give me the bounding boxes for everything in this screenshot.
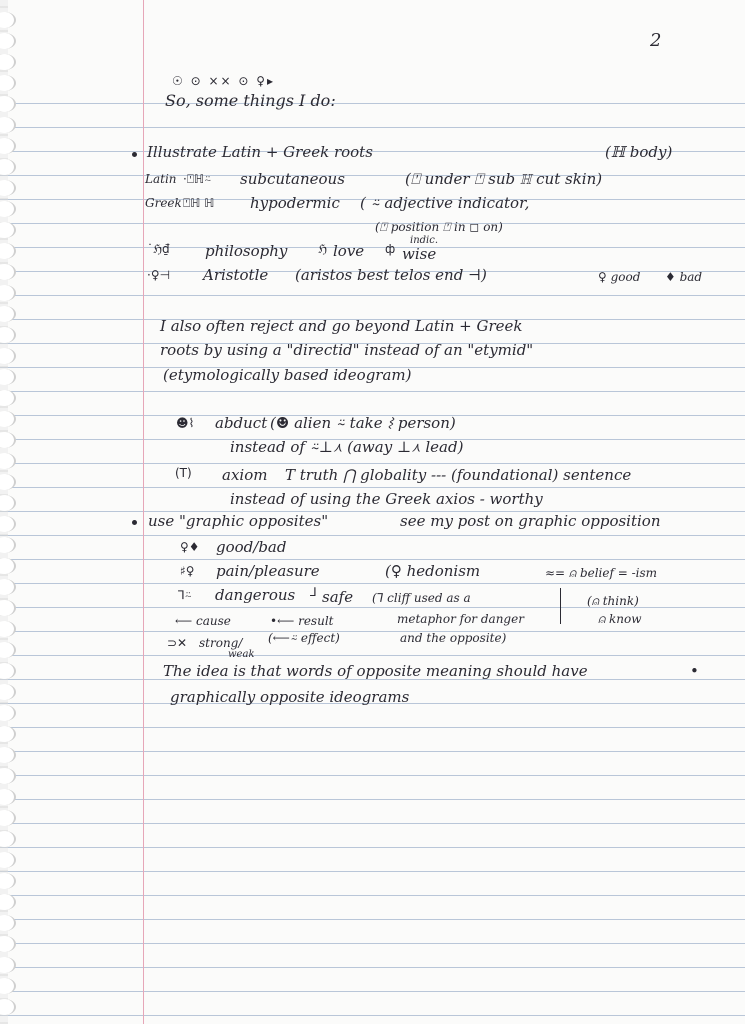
bracket-line [560,588,561,624]
pain-pleasure: pain/pleasure [216,562,320,580]
hedonism: (♀ hedonism [385,562,481,580]
good-bad-ideogram: ♀♦ [180,540,200,554]
conclusion-dot: • [690,662,699,680]
abduct-ideogram: ☻⌇ [176,416,195,430]
abduct-instead: instead of ⍨⊥⋏ (away ⊥⋏ lead) [230,438,464,456]
binding-hole [0,810,16,826]
aristotle-word: Aristotle [203,266,269,284]
page-number: 2 [650,30,662,51]
binding-hole [0,264,16,280]
binding-hole [0,873,16,889]
binding-hole [0,96,16,112]
para-reject-3: (etymologically based ideogram) [163,366,412,384]
cause: ⟵ cause [175,614,231,628]
heading: So, some things I do: [165,91,336,110]
love-ideogram: ℌ [318,242,328,256]
greek-explanation: ( ⍨ adjective indicator, [360,194,530,212]
think: (⍝ think) [587,594,639,608]
graphic-opposites: use "graphic opposites" [148,512,329,530]
philosophy-word: philosophy [205,242,288,260]
binding-hole [0,621,16,637]
know: ⍝ know [598,612,642,626]
bullet-1 [132,152,137,157]
graphic-opposites-note: see my post on graphic opposition [400,512,661,530]
latin-explanation: (⍞ under ⍞ sub ℍ cut skin) [405,170,603,188]
cliff-metaphor: (⅂ cliff used as a [372,591,471,605]
binding-hole [0,75,16,91]
binding-hole [0,495,16,511]
binding-hole [0,957,16,973]
abduct-word: abduct [215,414,268,432]
aristotle-explanation: (aristos best telos end ⊣) [295,266,487,284]
latin-label: Latin [145,172,177,186]
greek-label: Greek [145,196,182,210]
binding-hole [0,411,16,427]
philosophy-ideogram: ˙ℌ₫ [147,242,170,256]
heading-ideograms: ☉ ⊙ ×× ⊙ ♀▸ [172,74,276,88]
binding-hole [0,390,16,406]
binding-hole [0,852,16,868]
and-opposite: and the opposite) [400,631,507,645]
line-illustrate-roots: Illustrate Latin + Greek roots [147,143,373,161]
weak: weak [228,649,255,660]
strong-weak-ideogram: ⊃✕ [167,636,188,650]
wise-ideogram: ф [385,242,396,256]
page-top-blank [0,0,745,80]
binding-hole [0,54,16,70]
good-note: ♀ good [598,270,641,284]
binding-hole [0,222,16,238]
danger-metaphor: metaphor for danger [397,612,524,626]
bullet-2 [132,520,137,525]
binding-hole [0,600,16,616]
binding-hole [0,369,16,385]
binding-hole [0,474,16,490]
margin-line [143,0,144,1024]
axiom-word: axiom [222,466,268,484]
safe: safe [322,588,354,606]
body-note: (ℍ body) [605,143,673,161]
binding-holes [0,0,40,1024]
binding-hole [0,936,16,952]
para-reject-2: roots by using a "directid" instead of an "etymid" [160,341,534,359]
binding-hole [0,327,16,343]
latin-word: subcutaneous [240,170,345,188]
binding-hole [0,642,16,658]
binding-hole [0,831,16,847]
binding-hole [0,537,16,553]
dangerous-ideogram: ⅂⍨ [178,588,192,602]
conclusion-1: The idea is that words of opposite meaning should have [163,662,588,680]
axiom-instead: instead of using the Greek axios - worthy [230,490,543,508]
good-bad: good/bad [216,538,287,556]
binding-hole [0,285,16,301]
binding-hole [0,432,16,448]
binding-hole [0,999,16,1015]
binding-hole [0,348,16,364]
binding-hole [0,159,16,175]
binding-hole [0,453,16,469]
binding-hole [0,33,16,49]
greek-explanation-2: (⍞ position ⍞ in ◻ on) [375,220,503,234]
greek-word: hypodermic [250,194,340,212]
binding-hole [0,663,16,679]
binding-hole [0,684,16,700]
binding-hole [0,243,16,259]
binding-hole [0,201,16,217]
greek-ideogram: ⍞ℍ ℍ [183,196,215,210]
indic-note: indic. [410,235,439,246]
binding-hole [0,705,16,721]
binding-hole [0,726,16,742]
belief-ism: ≈= ⍝ belief = -ism [545,566,658,580]
binding-hole [0,516,16,532]
latin-ideogram: ·⍞ℍ⍨ [183,172,212,186]
dangerous: dangerous [215,586,296,604]
conclusion-2: graphically opposite ideograms [170,688,410,706]
binding-hole [0,306,16,322]
bad-note: ♦ bad [665,270,703,284]
binding-hole [0,768,16,784]
effect: (⟵⍨ effect) [268,631,340,645]
pain-pleasure-ideogram: ♯♀ [180,564,195,578]
binding-hole [0,978,16,994]
para-reject-1: I also often reject and go beyond Latin + Greek [160,317,523,335]
axiom-ideogram: (T) [175,466,192,480]
binding-hole [0,12,16,28]
binding-hole [0,558,16,574]
axiom-explanation: T truth ⋂ globality --- (foundational) sentence [285,466,632,484]
binding-hole [0,747,16,763]
result: •⟵ result [270,614,334,628]
abduct-explanation: (☻ alien ⍨ take ⌇ person) [270,414,456,432]
binding-hole [0,789,16,805]
binding-hole [0,915,16,931]
wise-word: wise [402,245,437,263]
strong: strong/ [199,636,243,650]
aristotle-ideogram: ·♀⊣ [147,268,171,282]
binding-hole [0,894,16,910]
binding-hole [0,180,16,196]
safe-ideogram: ⅃ [310,585,317,599]
binding-hole [0,579,16,595]
love-word: love [333,242,365,260]
binding-hole [0,138,16,154]
binding-hole [0,117,16,133]
